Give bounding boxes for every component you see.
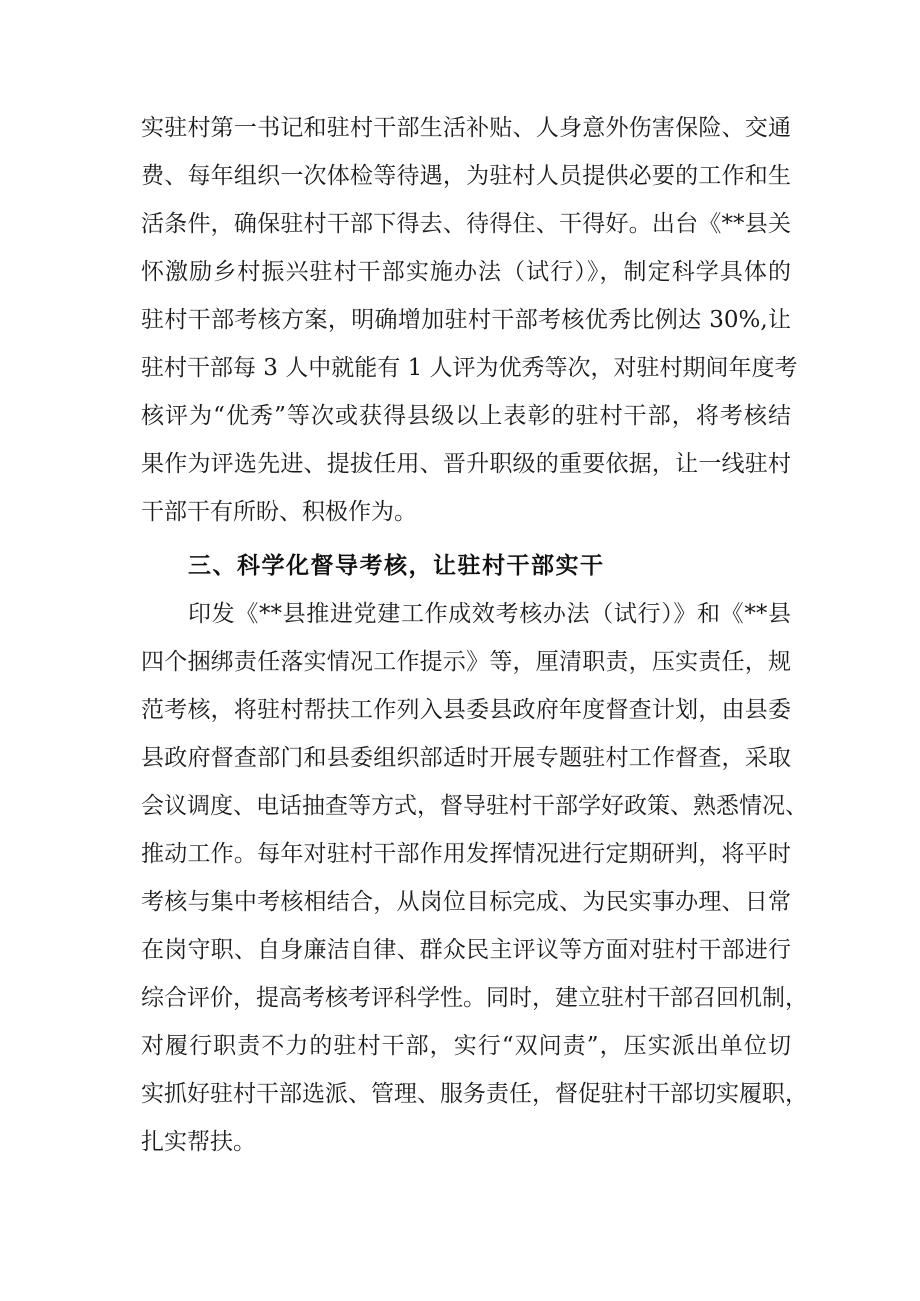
paragraph-line: 驻村干部考核方案，明确增加驻村干部考核优秀比例达 30%,让 bbox=[141, 307, 791, 333]
paragraph-line: 实驻村第一书记和驻村干部生活补贴、人身意外伤害保险、交通 bbox=[141, 115, 791, 141]
paragraph-line: 扎实帮扶。 bbox=[141, 1129, 256, 1155]
paragraph-line: 核评为“优秀”等次或获得县级以上表彰的驻村干部，将考核结 bbox=[141, 403, 791, 429]
paragraph-line: 活条件，确保驻村干部下得去、待得住、干得好。出台《**县关 bbox=[141, 211, 791, 237]
paragraph-line: 四个捆绑责任落实情况工作提示》等，厘清职责，压实责任，规 bbox=[141, 649, 791, 675]
paragraph-line: 驻村干部每 3 人中就能有 1 人评为优秀等次，对驻村期间年度考 bbox=[141, 355, 798, 381]
paragraph-line: 实抓好驻村干部选派、管理、服务责任，督促驻村干部切实履职， bbox=[141, 1081, 808, 1107]
paragraph-line: 对履行职责不力的驻村干部，实行“双问责”，压实派出单位切 bbox=[141, 1033, 791, 1059]
section-heading: 三、科学化督导考核，让驻村干部实干 bbox=[188, 553, 605, 579]
paragraph-line: 推动工作。每年对驻村干部作用发挥情况进行定期研判，将平时 bbox=[141, 841, 791, 867]
paragraph-line: 范考核，将驻村帮扶工作列入县委县政府年度督查计划，由县委 bbox=[141, 697, 791, 723]
paragraph-line: 考核与集中考核相结合，从岗位目标完成、为民实事办理、日常 bbox=[141, 889, 791, 915]
paragraph-line: 会议调度、电话抽查等方式，督导驻村干部学好政策、熟悉情况、 bbox=[141, 793, 808, 819]
paragraph-line: 综合评价，提高考核考评科学性。同时，建立驻村干部召回机制， bbox=[141, 985, 808, 1011]
paragraph-line: 果作为评选先进、提拔任用、晋升职级的重要依据，让一线驻村 bbox=[141, 451, 791, 477]
paragraph-line: 怀激励乡村振兴驻村干部实施办法（试行）》，制定科学具体的 bbox=[141, 259, 791, 285]
paragraph-line: 印发《**县推进党建工作成效考核办法（试行）》和《**县 bbox=[188, 601, 791, 627]
paragraph-line: 县政府督查部门和县委组织部适时开展专题驻村工作督查，采取 bbox=[141, 745, 791, 771]
paragraph-line: 在岗守职、自身廉洁自律、群众民主评议等方面对驻村干部进行 bbox=[141, 937, 791, 963]
paragraph-line: 费、每年组织一次体检等待遇，为驻村人员提供必要的工作和生 bbox=[141, 163, 791, 189]
paragraph-line: 干部干有所盼、积极作为。 bbox=[141, 499, 417, 525]
